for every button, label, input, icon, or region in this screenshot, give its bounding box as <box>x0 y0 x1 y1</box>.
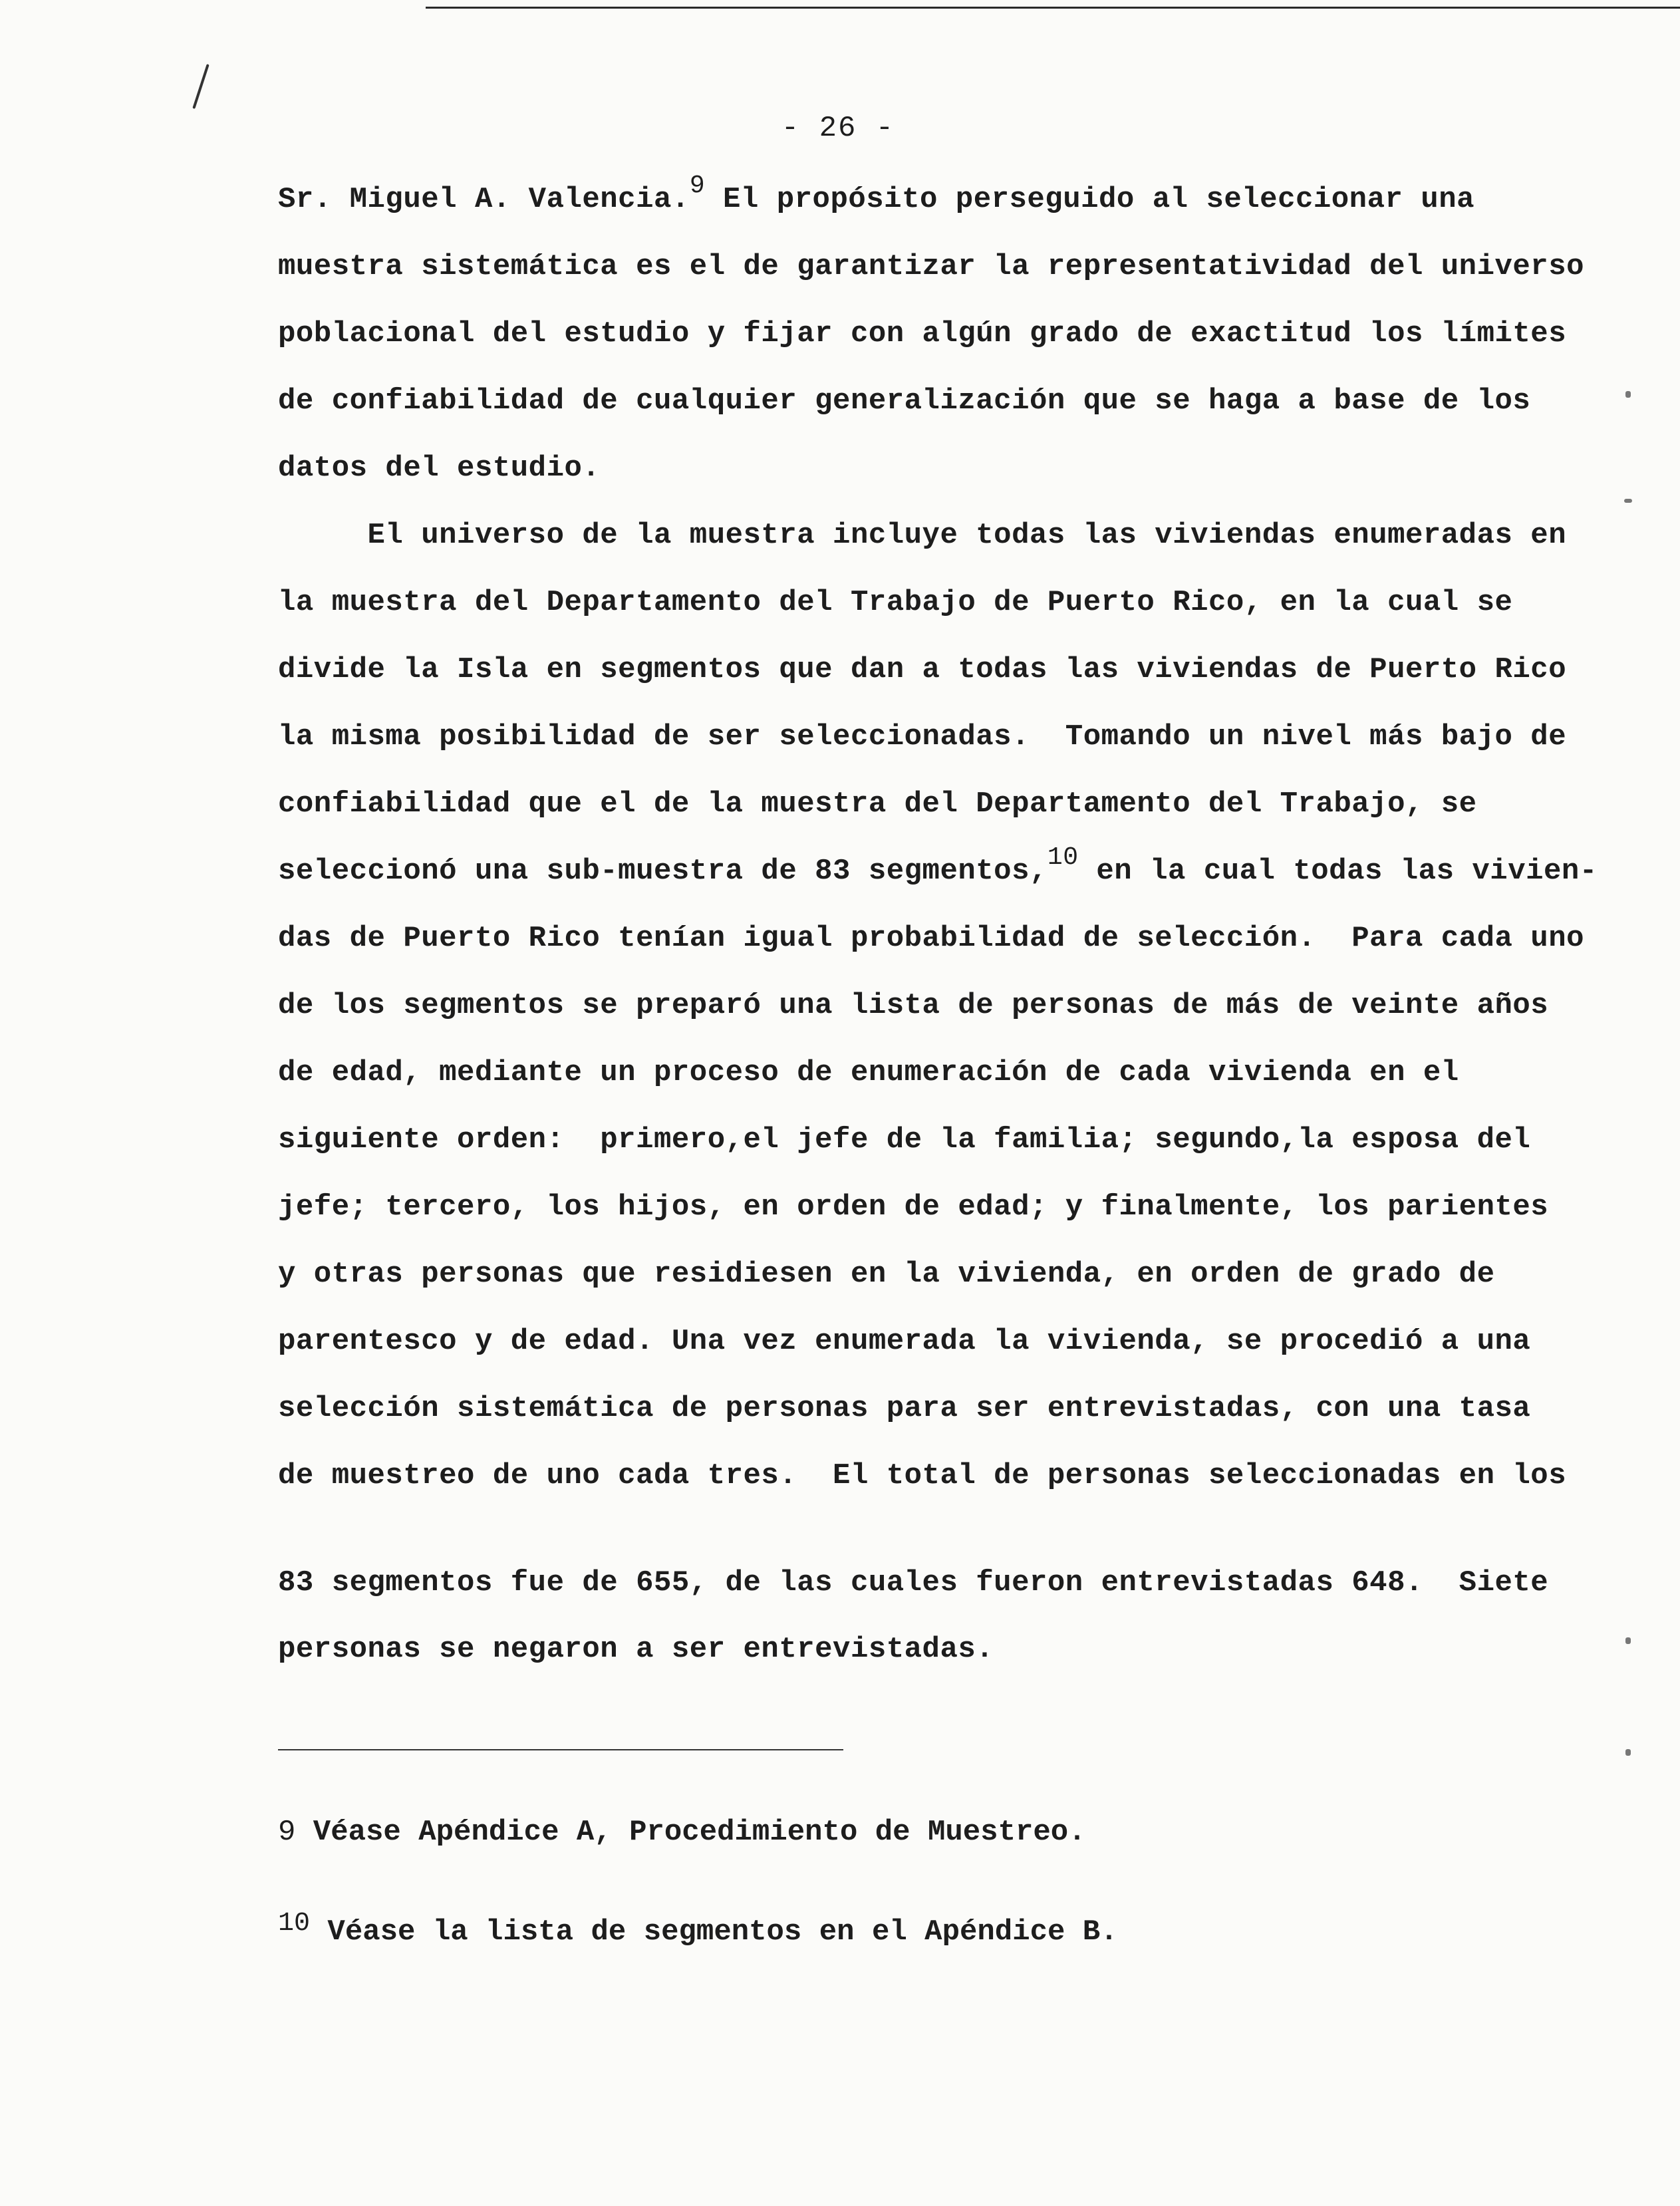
text-line: personas se negaron a ser entrevistadas. <box>278 1633 994 1666</box>
text-line: 83 segmentos fue de 655, de las cuales fueron entrevistadas 648. Siete <box>278 1566 1549 1599</box>
margin-speck <box>1625 1749 1631 1756</box>
footnote-separator <box>278 1749 843 1750</box>
text-line: de confiabilidad de cualquier generalización que se haga a base de los <box>278 384 1531 418</box>
text-line: parentesco y de edad. Una vez enumerada la vivienda, se procedió a una <box>278 1325 1531 1358</box>
footnote: 10 Véase la lista de segmentos en el Apéndice B. <box>278 1909 1118 1949</box>
footnote-number: 10 <box>278 1909 311 1939</box>
footnote: 9 Véase Apéndice A, Procedimiento de Muestreo. <box>278 1816 1086 1849</box>
text-line: muestra sistemática es el de garantizar la representatividad del universo <box>278 250 1585 283</box>
text-line: divide la Isla en segmentos que dan a todas las viviendas de Puerto Rico <box>278 653 1567 686</box>
text-line: confiabilidad que el de la muestra del Departamento del Trabajo, se <box>278 787 1477 821</box>
text-line: El universo de la muestra incluye todas las viviendas enumeradas en <box>278 519 1567 552</box>
text-line: de los segmentos se preparó una lista de personas de más de veinte años <box>278 989 1549 1022</box>
text-line: de edad, mediante un proceso de enumeración de cada vivienda en el <box>278 1056 1459 1089</box>
text-line: la misma posibilidad de ser seleccionadas. Tomando un nivel más bajo de <box>278 720 1567 754</box>
text-line: y otras personas que residiesen en la vivienda, en orden de grado de <box>278 1258 1495 1291</box>
text-line: selección sistemática de personas para ser entrevistadas, con una tasa <box>278 1392 1531 1425</box>
footnote-number: 9 <box>278 1816 296 1849</box>
text-line: poblacional del estudio y fijar con algún grado de exactitud los límites <box>278 317 1567 350</box>
text-line: la muestra del Departamento del Trabajo de Puerto Rico, en la cual se <box>278 586 1513 619</box>
text-line: jefe; tercero, los hijos, en orden de edad; y finalmente, los parientes <box>278 1190 1549 1224</box>
text-line: siguiente orden: primero,el jefe de la familia; segundo,la esposa del <box>278 1123 1531 1157</box>
margin-speck <box>1625 391 1631 398</box>
text-line: de muestreo de uno cada tres. El total de personas seleccionadas en los <box>278 1459 1567 1492</box>
text-line: seleccionó una sub-muestra de 83 segmentos,10 en la cual todas las vivien- <box>278 843 1598 888</box>
margin-speck <box>1625 1637 1631 1644</box>
pencil-mark <box>192 64 209 109</box>
top-edge-rule <box>426 7 1680 9</box>
page-number: - 26 - <box>781 112 895 145</box>
footnote-ref: 9 <box>689 172 706 200</box>
text-line: das de Puerto Rico tenían igual probabilidad de selección. Para cada uno <box>278 922 1585 955</box>
margin-speck <box>1624 499 1632 503</box>
text-line: Sr. Miguel A. Valencia.9 El propósito perseguido al seleccionar una <box>278 172 1475 216</box>
footnote-ref: 10 <box>1047 843 1079 872</box>
text-line: datos del estudio. <box>278 452 601 485</box>
